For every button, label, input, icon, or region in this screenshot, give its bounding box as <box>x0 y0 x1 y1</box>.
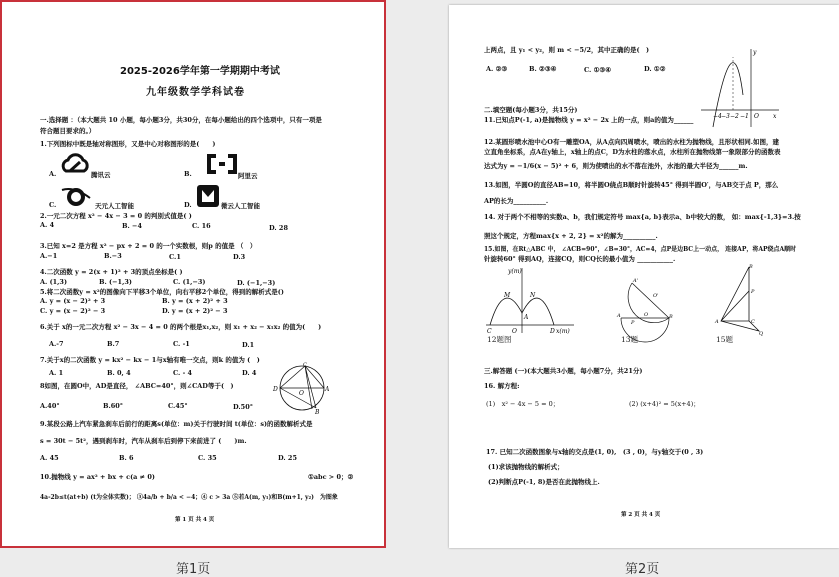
svg-text:A: A <box>715 319 719 325</box>
option: D. 4 <box>242 369 257 377</box>
option: D.3 <box>233 253 246 261</box>
option: A. 1 <box>49 369 64 377</box>
question-12: 12.某圆形喷水池中心O有一雕塑OA，从A点向四周喷水，喷出的水柱为抛物线，且形状相同.如图，建 <box>484 138 779 146</box>
question-12-cont2: 达式为y = −1/6(x − 5)² + 6，则为使喷出的水不落在池外，水池的最大半径为______m. <box>484 162 748 170</box>
option: D.50° <box>233 403 253 411</box>
tick: −2 <box>730 113 739 120</box>
question-14-cont: 照这个规定，方程max{x + 2, 2} = x²的解为__________. <box>484 232 658 240</box>
option: B. −4 <box>122 222 142 230</box>
tencent-cloud-logo <box>60 152 92 174</box>
option-label: C. <box>49 201 57 209</box>
option: D. (−1,−3) <box>237 279 276 287</box>
option: B. 0, 4 <box>107 369 131 377</box>
question-12-cont: 立直角坐标系，点A在y轴上，x轴上的点C，D为水柱的落水点，水柱所在抛物线第一象限部分的函数表 <box>484 148 781 156</box>
svg-text:C: C <box>303 362 307 368</box>
svg-text:P: P <box>631 320 635 326</box>
tick: −1 <box>740 113 749 120</box>
option: A. (1,3) <box>40 278 68 286</box>
section-1-heading-cont: 符合题目要求的。） <box>40 127 96 135</box>
option: D. ①② <box>644 65 666 73</box>
tianyuan-logo <box>60 184 92 208</box>
svg-text:O: O <box>512 328 517 335</box>
question-17: 17. 已知二次函数图象与x轴的交点是(1, 0), (3 , 0)，与y轴交于(0 , 3) <box>486 448 704 456</box>
figure-12-caption: 12题图 <box>487 335 512 344</box>
option: B. (−1,3) <box>99 278 132 286</box>
question-16-part-1: (1) x² − 4x − 5 = 0； <box>486 400 560 408</box>
parabola-graph <box>701 47 781 127</box>
question-5: 5.将二次函数y = x²的图像向下平移3个单位，向右平移2个单位，得到的解析式是() <box>40 288 284 296</box>
question-8: 8如图，在圆O中，AD是直径， ∠ABC=40°，则∠CAD等于( ) <box>40 382 234 390</box>
svg-text:B: B <box>315 409 320 416</box>
svg-text:O: O <box>644 312 649 318</box>
option: C. 16 <box>192 222 211 230</box>
page-footer: 第 2 页 共 4 页 <box>621 512 661 518</box>
question-11: 11.已知点P(-1, a)是抛物线 y = x² − 2x 上的一点，则a的值为______ <box>484 116 694 124</box>
question-17-part-2: (2)判断点P(-1, 8)是否在此抛物线上. <box>488 478 600 486</box>
option: C. - 4 <box>173 369 193 377</box>
aliyun-logo <box>206 154 238 174</box>
option-name: 腾讯云 <box>91 171 111 179</box>
option-label: D. <box>184 201 192 209</box>
tick: x <box>773 113 777 120</box>
option: B. ②③④ <box>529 65 557 73</box>
option: D. 25 <box>278 454 297 462</box>
svg-text:A: A <box>325 386 330 393</box>
option-name: 天元人工智能 <box>95 202 134 210</box>
option: C. -1 <box>173 340 190 348</box>
option: C. (1,−3) <box>173 278 206 286</box>
option: A.40° <box>40 402 60 410</box>
section-2-heading: 二.填空题(每小题3分，共15分) <box>484 106 578 114</box>
figure-12-water-jet <box>484 263 584 335</box>
question-15-cont: 针旋转60° 得到AQ，连接CQ，则CQ长的最小值为 ___________. <box>484 255 676 263</box>
option: B.−3 <box>104 252 122 260</box>
page-footer: 第 1 页 共 4 页 <box>175 517 215 523</box>
option: D.1 <box>242 341 255 349</box>
question-10: 10.抛物线 y = ax² + bx + c(a ≠ 0) <box>40 473 155 481</box>
option: D. y = (x + 2)² − 3 <box>162 307 228 315</box>
svg-text:O': O' <box>653 293 659 299</box>
tick: −3 <box>721 113 730 120</box>
option: B.7 <box>107 340 120 348</box>
option: A.-7 <box>49 340 64 348</box>
page-2-label[interactable]: 第2页 <box>625 562 660 577</box>
option-name: 阿里云 <box>238 172 258 180</box>
option: A.−1 <box>40 252 58 260</box>
tick: y <box>753 49 757 56</box>
page-1[interactable] <box>0 0 386 548</box>
option-label: A. <box>49 170 57 178</box>
svg-text:A: A <box>524 314 529 321</box>
svg-text:C: C <box>487 328 492 335</box>
question-9: 9.某段公路上汽车紧急刹车后前行的距离s(单位：m)关于行驶时间 t(单位：s)的函数解析式是 <box>40 420 313 428</box>
question-15: 15.如图，在Rt△ABC 中， ∠ACB=90°，∠B=30°，AC=4，点P是边BC上一动点， 连接AP，将AP绕点A顺时 <box>484 246 797 253</box>
question-17-part-1: (1)求该抛物线的解析式； <box>488 463 564 471</box>
section-3-heading: 三.解答题 (一)(本大题共3小题，每小题7分，共21分) <box>484 367 643 375</box>
weiyun-logo <box>196 184 220 208</box>
exam-title: 2025-2026学年第一学期期中考试 <box>120 66 280 77</box>
option: C.1 <box>169 253 181 261</box>
question-13-cont: AP的长为__________. <box>484 197 549 205</box>
tick: O <box>754 113 759 120</box>
svg-text:O: O <box>299 390 304 397</box>
svg-text:D: D <box>273 386 278 393</box>
option: A. y = (x − 2)² + 3 <box>40 297 106 305</box>
question-16-part-2: (2) (x+4)² = 5(x+4)； <box>629 400 700 408</box>
option-label: B. <box>184 170 192 178</box>
exam-subtitle: 九年级数学学科试卷 <box>146 87 245 98</box>
option: D. 28 <box>269 224 288 232</box>
figure-13-caption: 13题 <box>621 335 639 344</box>
svg-text:D: D <box>550 328 555 335</box>
svg-text:B: B <box>749 264 753 270</box>
svg-text:M: M <box>504 292 511 299</box>
option: C.45° <box>168 402 188 410</box>
option: C. ①③④ <box>584 66 612 74</box>
svg-text:P: P <box>751 289 755 295</box>
page-2[interactable] <box>449 5 839 548</box>
svg-text:A': A' <box>633 278 638 284</box>
page-1-label[interactable]: 第1页 <box>176 562 211 577</box>
option: B. 6 <box>119 454 134 462</box>
svg-text:B: B <box>669 314 673 320</box>
option: C. 35 <box>198 454 217 462</box>
question-3: 3.已知 x=2 是方程 x² − px + 2 = 0 的一个实数根，则p 的值是 （ ） <box>40 242 257 250</box>
option: A. ②③ <box>486 65 508 73</box>
svg-text:C: C <box>751 319 755 325</box>
svg-text:Q: Q <box>759 331 764 337</box>
section-1-heading: 一.选择题 ：（本大题共 10 小题，每小题3分，共30分，在每小题给出的四个选项中，只有一项是 <box>40 116 322 124</box>
figure-13-semicircles <box>617 273 687 333</box>
figure-15-triangle <box>709 263 779 335</box>
option-name: 微云人工智能 <box>221 202 260 210</box>
question-13: 13.如图，半圆O的直径AB=10，将半圆O绕点B顺时针旋转45° 得到半圆O′，与AB交于点 P，那么 <box>484 181 779 189</box>
option: B.60° <box>103 402 124 410</box>
svg-text:A: A <box>617 313 621 319</box>
figure-15-caption: 15题 <box>716 335 734 344</box>
svg-text:y(m): y(m) <box>508 268 522 275</box>
option: B. y = (x + 2)² + 3 <box>162 297 228 305</box>
question-4: 4.二次函数 y = 2(x + 1)² + 3的顶点坐标是( ) <box>40 268 183 276</box>
question-10-cont: 上两点，且 y₁ < y₂，则 m < −5/2，其中正确的是( ) <box>484 46 650 54</box>
tick: −4 <box>713 113 722 120</box>
question-16: 16. 解方程: <box>484 382 520 390</box>
circle-diagram <box>272 362 332 416</box>
question-10-right: ①abc > 0；② <box>308 473 354 481</box>
option: A. 4 <box>40 221 55 229</box>
question-9-cont: s = 30t − 5t²，遇到刹车时，汽车从刹车后到停下来前进了 ( )m. <box>40 437 247 445</box>
question-2: 2.一元二次方程 x² − 4x − 3 = 0 的判别式值是( ) <box>40 212 192 220</box>
question-6: 6.关于 x的一元二次方程 x² − 3x − 4 = 0 的两个根是x₁,x₂，则 x₁ + x₂ − x₁x₂ 的值为( ) <box>40 323 322 331</box>
svg-text:N: N <box>530 292 536 299</box>
question-14: 14. 对于两个不相等的实数a、b，我们规定符号 max{a, b}表示a、b中较大的数， 如：max{-1,3}=3.按 <box>484 213 801 221</box>
question-10-cont: 4a-2b≤t(at+b) (t为全体实数)； ③4a/b + b/a < −4；④ c > 3a ⑤若A(m, y₁)和B(m+1, y₂) 为图象 <box>40 494 338 501</box>
question-7: 7.关于x的二次函数 y = kx² − kx − 1与x轴有唯一交点，则k 的值为 ( ) <box>40 356 260 364</box>
question-1: 1.下列图标中既是轴对称图形，又是中心对称图形的是( ) <box>40 140 216 148</box>
option: C. y = (x − 2)² − 3 <box>40 307 106 315</box>
option: A. 45 <box>40 454 59 462</box>
svg-text:x(m): x(m) <box>556 328 570 335</box>
